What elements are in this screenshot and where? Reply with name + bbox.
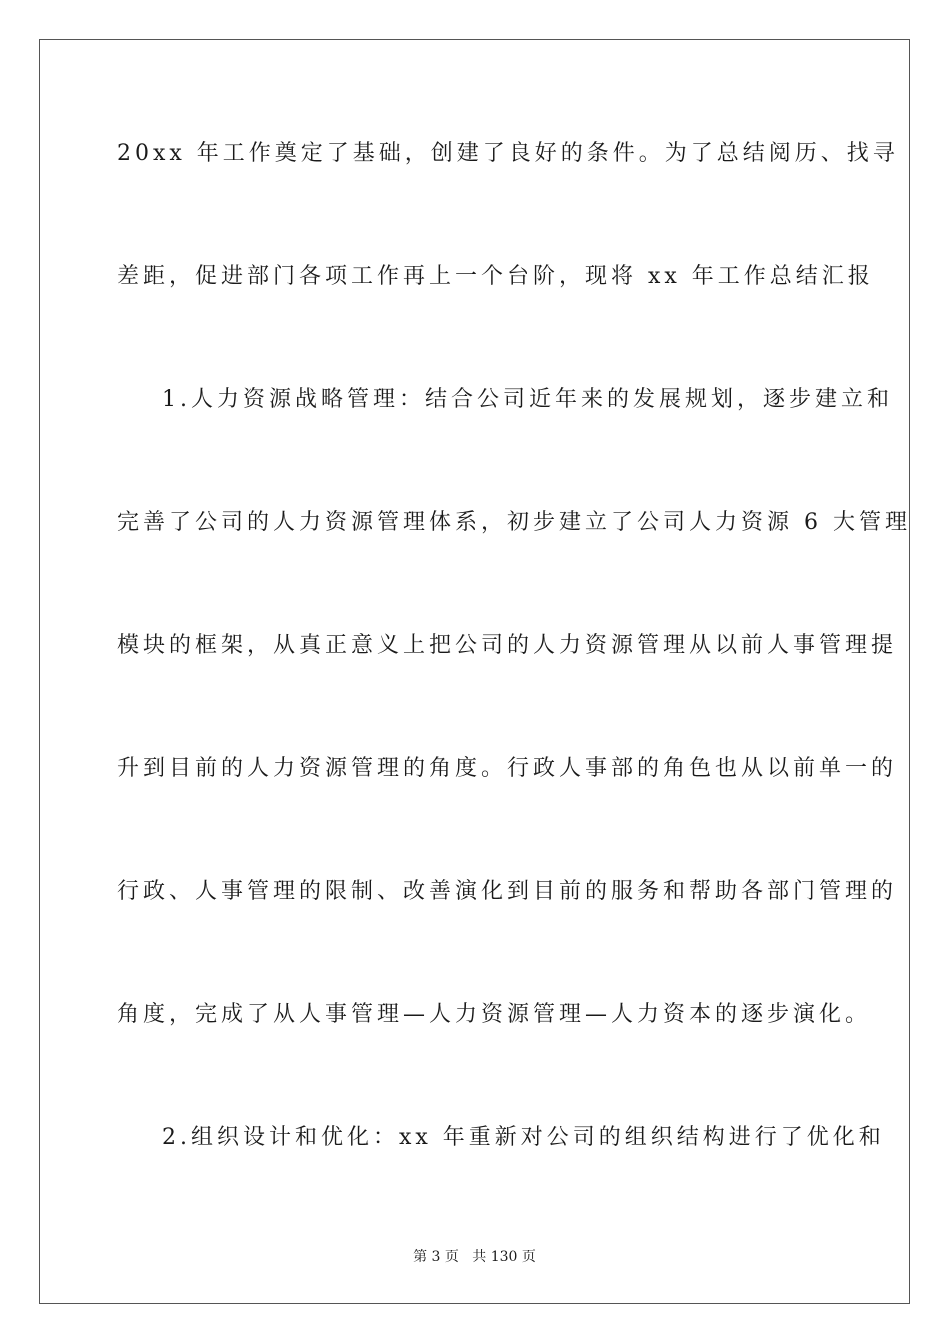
text-line: 差距，促进部门各项工作再上一个台阶，现将 xx 年工作总结汇报 [117,264,874,289]
page-frame [39,39,910,1304]
document-body [40,40,909,1303]
text-line: 升到目前的人力资源管理的角度。行政人事部的角色也从以前单一的 [117,756,898,781]
paragraph-heading-2: 2.组织设计和优化：xx 年重新对公司的组织结构进行了优化和 [162,1125,885,1150]
text-line: 模块的框架，从真正意义上把公司的人力资源管理从以前人事管理提 [117,633,898,658]
page-number: 第 3 页 共 130 页 [413,1249,536,1265]
text-line: 行政、人事管理的限制、改善演化到目前的服务和帮助各部门管理的 [117,879,898,904]
paragraph-heading-1: 1.人力资源战略管理：结合公司近年来的发展规划，逐步建立和 [162,387,893,412]
text-line: 角度，完成了从人事管理—人力资源管理—人力资本的逐步演化。 [117,1002,872,1027]
text-line: 完善了公司的人力资源管理体系，初步建立了公司人力资源 6 大管理 [117,510,911,535]
text-line: 20xx 年工作奠定了基础，创建了良好的条件。为了总结阅历、找寻 [117,141,899,166]
page-footer [40,1247,909,1267]
